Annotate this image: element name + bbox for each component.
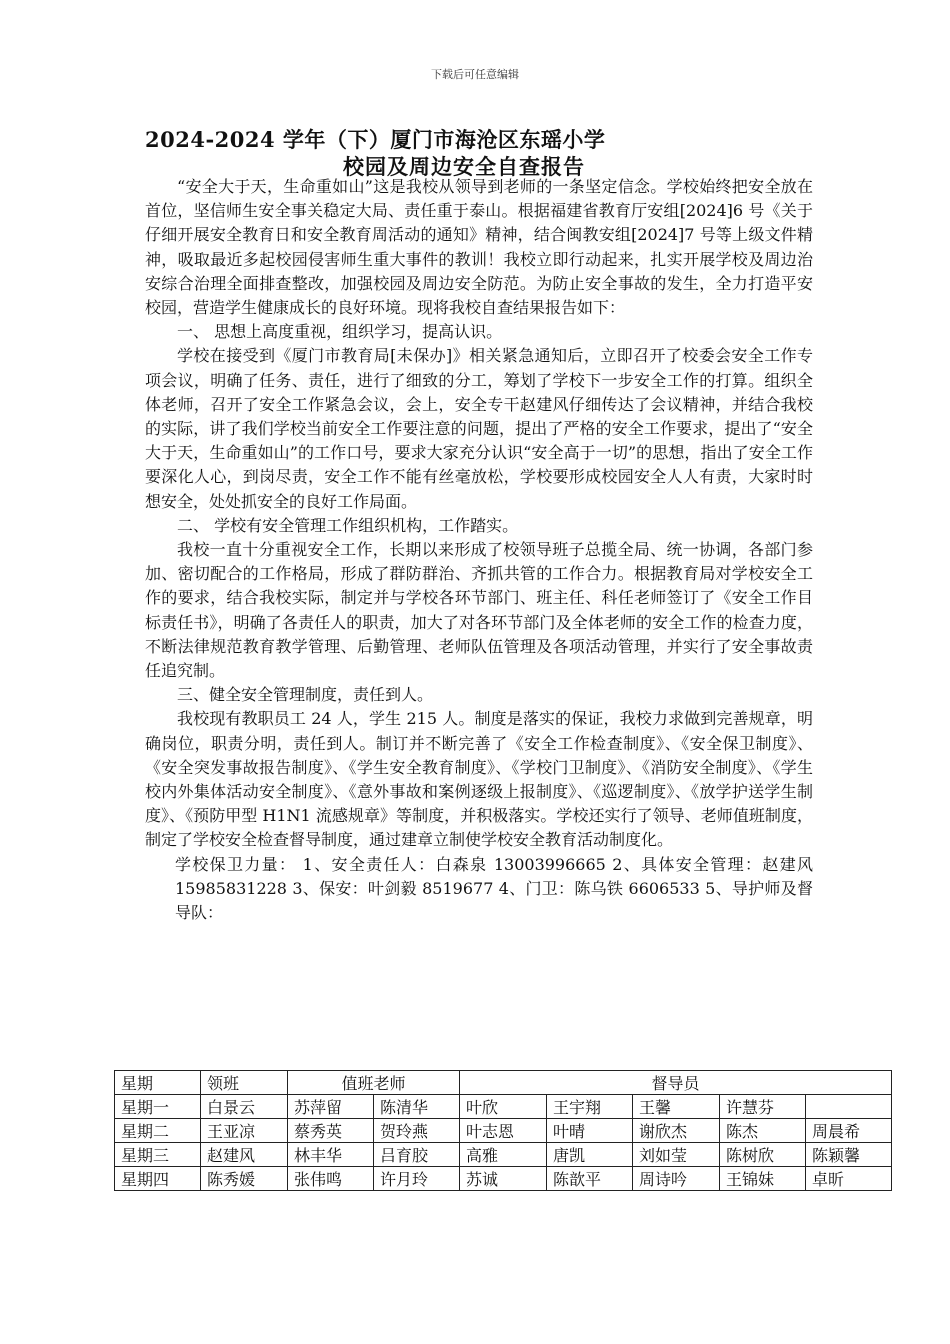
section-heading-1: 一、 思想上高度重视，组织学习，提高认识。 — [177, 322, 503, 342]
cell-supervisor: 陈颖馨 — [806, 1143, 892, 1167]
security-staff-list: 学校保卫力量： 1、安全责任人：白森泉 13003996665 2、具体安全管理：赵建风 15985831228 3、保安：叶剑毅 8519677 4、门卫：陈乌铁 6606533 5、导护师及督导队： — [175, 854, 813, 923]
cell-duty: 林丰华 — [288, 1143, 374, 1167]
cell-day: 星期三 — [115, 1143, 201, 1167]
cell-supervisor: 刘如莹 — [633, 1143, 720, 1167]
cell-supervisor: 陈歆平 — [547, 1167, 633, 1191]
cell-duty: 蔡秀英 — [288, 1119, 374, 1143]
cell-supervisor: 王锦妹 — [720, 1167, 806, 1191]
header-duty-teachers: 值班老师 — [288, 1071, 460, 1095]
cell-supervisor: 谢欣杰 — [633, 1119, 720, 1143]
section-heading-2: 二、 学校有安全管理工作组织机构，工作踏实。 — [177, 515, 519, 535]
cell-duty: 吕育胶 — [374, 1143, 460, 1167]
table-row — [115, 1095, 892, 1119]
cell-day: 星期四 — [115, 1167, 201, 1191]
cell-supervisor: 王宇翔 — [547, 1095, 633, 1119]
cell-leader: 王亚凉 — [201, 1119, 288, 1143]
duty-roster-table — [114, 1070, 892, 1191]
cell-duty: 苏萍留 — [288, 1095, 374, 1119]
cell-supervisor: 卓昕 — [806, 1167, 892, 1191]
cell-supervisor: 叶志恩 — [460, 1119, 547, 1143]
cell-supervisor: 叶晴 — [547, 1119, 633, 1143]
cell-leader: 赵建风 — [201, 1143, 288, 1167]
page-header-note: 下载后可任意编辑 — [431, 68, 519, 81]
cell-supervisor: 陈树欣 — [720, 1143, 806, 1167]
cell-leader: 陈秀媛 — [201, 1167, 288, 1191]
table-row — [115, 1143, 892, 1167]
cell-duty: 许月玲 — [374, 1167, 460, 1191]
cell-day: 星期一 — [115, 1095, 201, 1119]
cell-day: 星期二 — [115, 1119, 201, 1143]
cell-supervisor: 许慧芬 — [720, 1095, 806, 1119]
cell-supervisor: 周诗吟 — [633, 1167, 720, 1191]
header-day: 星期 — [115, 1071, 201, 1095]
cell-supervisor — [806, 1095, 892, 1119]
cell-leader: 白景云 — [201, 1095, 288, 1119]
section-paragraph-3: 我校现有教职员工 24 人，学生 215 人。制度是落实的保证，我校力求做到完善规章，明确岗位，职责分明，责任到人。制订并不断完善了《安全工作检查制度》、《安全保卫制度》、《安全突发事故报告制度》、《学生安全教育制度》、《学校门卫制度》、《消防安全制度》、《学生校内外集体活动安全制度》、《意外事故和案例逐级上报制度》、《巡逻制度》、《放学护送学生制度》、《预防甲型 H1N1 流感规章》等制度，并积极落实。学校还实行了领导、老师值班制度，制定了学校安全检查督导制度，通过建章立制使学校安全教育活动制度化。 — [145, 709, 813, 850]
cell-supervisor: 苏诚 — [460, 1167, 547, 1191]
section-paragraph-2: 我校一直十分重视安全工作，长期以来形成了校领导班子总揽全局、统一协调，各部门参加、密切配合的工作格局，形成了群防群治、齐抓共管的工作合力。根据教育局对学校安全工作的要求，结合我校实际，制定并与学校各环节部门、班主任、科任老师签订了《安全工作目标责任书》，明确了各责任人的职责，加大了对各环节部门及全体老师的安全工作的检查力度，不断法律规范教育教学管理、后勤管理、老师队伍管理及各项活动管理，并实行了安全事故责任追究制。 — [145, 540, 813, 681]
header-supervisors: 督导员 — [460, 1071, 892, 1095]
section-paragraph-1: 学校在接受到《厦门市教育局[未保办]》相关紧急通知后，立即召开了校委会安全工作专项会议，明确了任务、责任，进行了细致的分工，筹划了学校下一步安全工作的打算。组织全体老师，召开了安全工作紧急会议，会上，安全专干赵建风仔细传达了会议精神，并结合我校的实际，讲了我们学校当前安全工作要注意的问题，提出了严格的安全工作要求，提出了“安全大于天，生命重如山”的工作口号，要求大家充分认识“安全高于一切”的思想，指出了安全工作要深化人心，到岗尽责，安全工作不能有丝毫放松，学校要形成校园安全人人有责，大家时时想安全，处处抓安全的良好工作局面。 — [145, 346, 813, 511]
cell-supervisor: 陈杰 — [720, 1119, 806, 1143]
cell-supervisor: 王馨 — [633, 1095, 720, 1119]
intro-paragraph: “安全大于天，生命重如山”这是我校从领导到老师的一条坚定信念。学校始终把安全放在首位，坚信师生安全事关稳定大局、责任重于泰山。根据福建省教育厅安组[2024]6 号《关于仔细开展安全教育日和安全教育周活动的通知》精神，结合闽教安组[2024]7 号等上级文件精神，吸取最近多起校园侵害师生重大事件的教训！我校立即行动起来，扎实开展学校及周边治安综合治理全面排查整改，加强校园及周边安全防范。为防止安全事故的发生，全力打造平安校园，营造学生健康成长的良好环境。现将我校自查结果报告如下： — [145, 177, 813, 318]
report-body — [145, 175, 813, 925]
cell-supervisor: 叶欣 — [460, 1095, 547, 1119]
header-leader: 领班 — [201, 1071, 288, 1095]
cell-duty: 张伟鸣 — [288, 1167, 374, 1191]
cell-supervisor: 唐凯 — [547, 1143, 633, 1167]
cell-duty: 陈清华 — [374, 1095, 460, 1119]
section-heading-3: 三、健全安全管理制度，责任到人。 — [177, 685, 434, 705]
cell-duty: 贺玲燕 — [374, 1119, 460, 1143]
table-row — [115, 1167, 892, 1191]
cell-supervisor: 高雅 — [460, 1143, 547, 1167]
table-header-row — [115, 1071, 892, 1095]
cell-supervisor: 周晨希 — [806, 1119, 892, 1143]
table-row — [115, 1119, 892, 1143]
document-title-line2: 校园及周边安全自查报告 — [343, 154, 585, 179]
document-title-line1: 2024-2024 学年（下）厦门市海沧区东瑶小学 — [145, 127, 606, 152]
